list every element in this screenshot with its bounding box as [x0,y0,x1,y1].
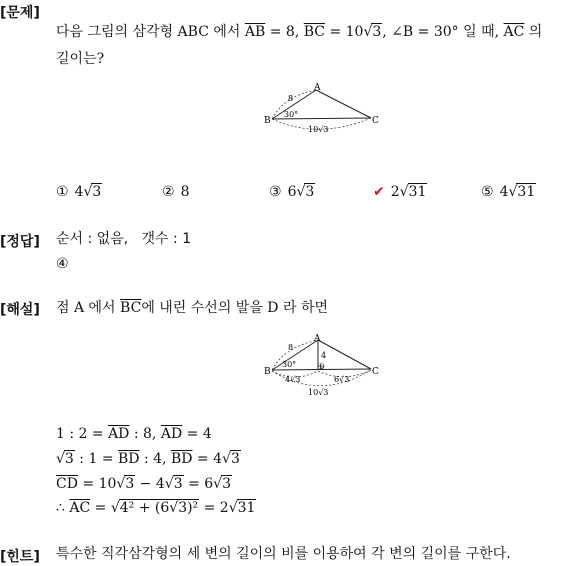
radicand: 3 [230,451,240,467]
hint-text: 특수한 직각삼각형의 세 변의 길이의 비를 이용하여 각 변의 길이를 구한다. [56,546,511,562]
vertex-b: B [264,367,271,377]
hint-label: [힌트] [0,549,40,565]
radicand: 3 [222,476,232,492]
sqrt: √3 [116,476,135,492]
explanation-text: 점 A 에서 [56,300,121,316]
vertex-c: C [372,367,379,377]
answer-count: 갯수 : 1 [141,231,192,247]
segment-ab: $\overline{AB}$ [244,24,266,40]
math-text: : 4, [139,451,171,467]
problem-text: = 8, [265,24,304,40]
bd-length: 4√3 [285,375,301,384]
vertex-d: D [319,363,325,371]
segment-bc: $\overline{BC}$ [303,24,325,40]
bc-length: 10√3 [308,125,329,134]
side-ac [316,90,371,118]
bc-length: 10√3 [308,388,329,397]
explanation-label: [해설] [0,302,40,318]
checkmark-icon: ✔ [373,184,385,200]
problem-text: 의 [524,24,543,40]
choice-number: ① [56,184,69,200]
vertex-c: C [372,116,379,126]
problem-text: , ∠B = 30° 일 때, [382,24,504,40]
radicand: 3 [92,184,102,200]
sqrt: √31 [508,184,536,200]
choice-number: ② [162,184,175,200]
segment-ac: $\overline{AC}$ [503,24,525,40]
radicand: 31 [517,184,536,200]
segment-bd: $\overline{BD}$ [118,451,140,467]
choice-value: 2 [390,184,400,200]
sqrt: √3 [164,476,183,492]
vertex-a: A [314,334,321,344]
math-text: : 8, [129,426,161,442]
answer-label: [정답] [0,234,40,250]
math-line-1 [56,426,212,442]
sqrt: √31 [228,500,256,516]
choice-5[interactable] [481,184,536,200]
choice-value: 4 [499,184,509,200]
triangle-figure [258,82,388,138]
radicand: 3 [125,476,135,492]
math-text: = 10 [77,476,117,492]
segment-cd: $\overline{CD}$ [56,476,78,492]
radicand: 3 [305,184,315,200]
sqrt: √3 [213,476,232,492]
ab-length: 8 [288,94,294,103]
sqrt: √3 [56,451,74,467]
answer-value: ④ [56,256,69,272]
explanation-text: 에 내린 수선의 발을 D 라 하면 [141,300,329,316]
math-text: − 4 [135,476,165,492]
answer-meta [56,229,191,249]
math-text: = 4 [182,426,212,442]
vertex-a: A [314,83,321,93]
math-line-2 [56,451,241,467]
math-text: 1 : 2 = [56,426,109,442]
vertex-b: B [264,116,271,126]
math-line-3 [56,476,232,492]
choice-value: 4 [74,184,84,200]
dc-length: 6√3 [334,375,350,384]
math-text: : 1 = [74,451,118,467]
triangle-figure-with-altitude [258,333,388,399]
problem-label: [문제] [0,5,40,21]
choice-2[interactable] [162,184,189,200]
problem-line-2: 길이는? [56,51,105,67]
math-text: = 6 [183,476,214,492]
answer-order: 순서 : 없음, [56,231,129,247]
explanation-line [56,298,328,318]
segment-ad: $\overline{AD}$ [108,426,130,442]
choice-3[interactable] [269,184,315,200]
sqrt: √4² + (6√3)² [110,500,199,516]
ad-length: 4 [321,351,327,360]
sqrt: √3 [363,24,382,40]
sqrt: √3 [83,184,102,200]
problem-text: 다음 그림의 삼각형 ABC 에서 [56,24,245,40]
math-text: = 4 [192,451,223,467]
sqrt: √31 [399,184,427,200]
choice-value: 8 [180,184,190,200]
segment-bd: $\overline{BD}$ [170,451,193,467]
angle-b: 30° [282,360,297,369]
segment-ad: $\overline{AD}$ [160,426,183,442]
problem-line-1 [56,22,542,42]
radicand: 3 [173,476,183,492]
math-line-4 [56,500,256,516]
ab-length: 8 [288,343,294,352]
math-text: = 2 [199,500,229,516]
problem-text: = 10 [325,24,364,40]
segment-bc: $\overline{BC}$ [120,300,142,316]
radicand: 3 [64,451,74,467]
sqrt: √3 [296,184,315,200]
choice-number: ③ [269,184,282,200]
sqrt: √3 [222,451,240,467]
choice-value: 6 [287,184,297,200]
radicand: 4² + (6√3)² [119,500,199,516]
math-text: = [90,500,111,516]
radicand: 31 [237,500,256,516]
choice-number: ⑤ [481,184,494,200]
angle-b: 30° [284,110,299,119]
math-text: ∴ [56,500,70,516]
radicand: 31 [408,184,427,200]
segment-ac: $\overline{AC}$ [69,500,91,516]
choice-1[interactable] [56,184,102,200]
choice-4[interactable] [373,184,427,200]
radicand: 3 [372,24,382,40]
